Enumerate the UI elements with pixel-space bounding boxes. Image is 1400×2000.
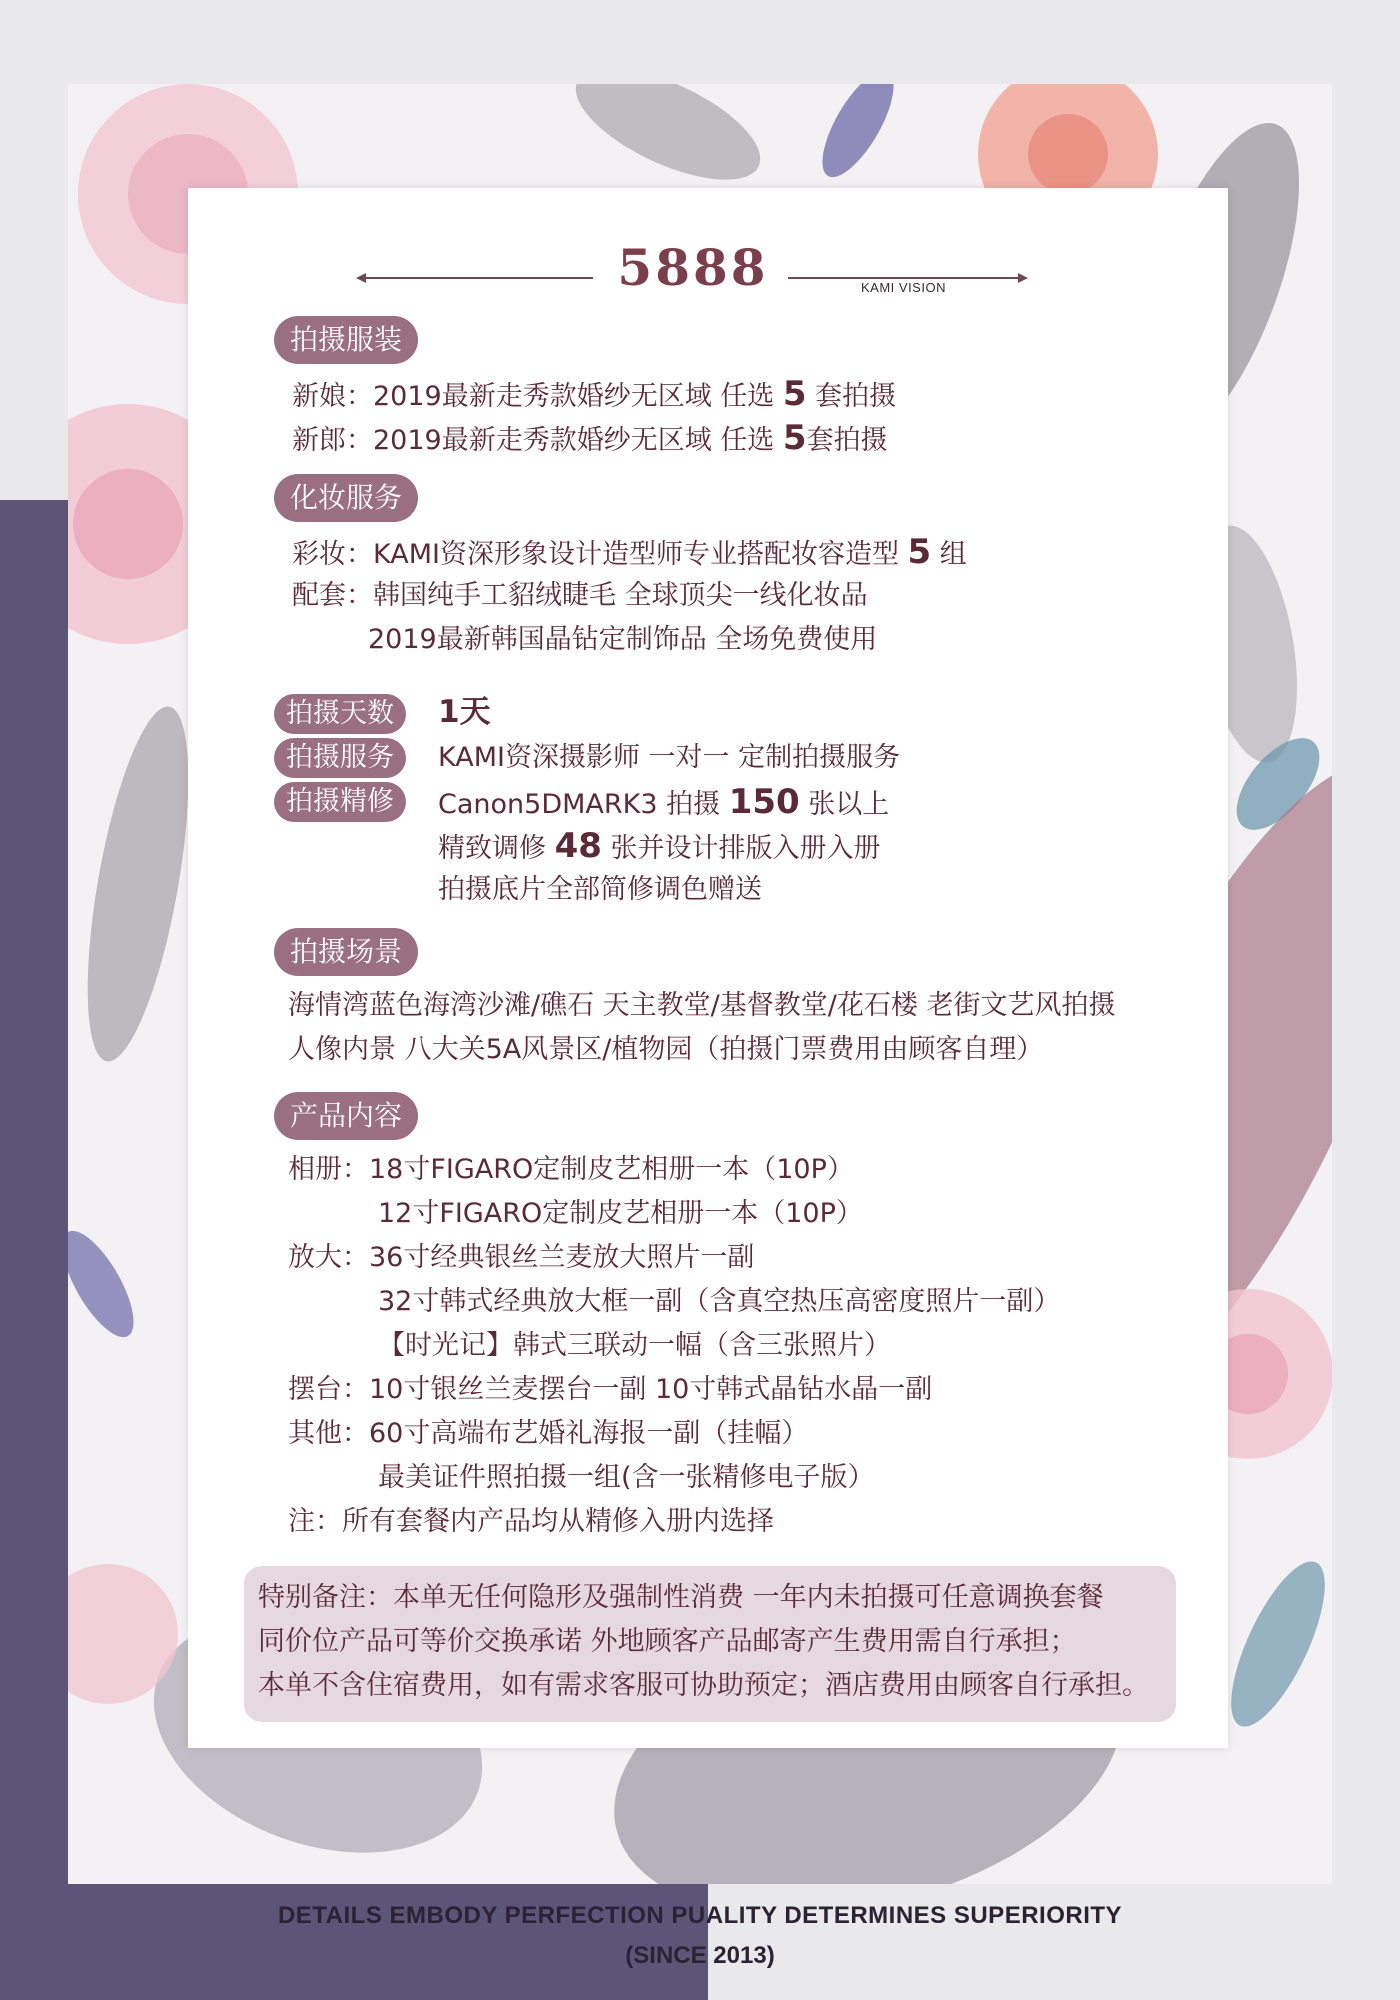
retouch-line-2-tail: 张并设计排版入册入册 bbox=[601, 833, 881, 864]
retouch-line-1-tail: 张以上 bbox=[799, 789, 890, 820]
products-line-4: 32寸韩式经典放大框一副（含真空热压高密度照片一副） bbox=[378, 1286, 1061, 1317]
footer-since: (SINCE 2013) bbox=[625, 1942, 775, 1969]
section-tag-days: 拍摄天数 bbox=[274, 694, 406, 734]
products-line-9: 注：所有套餐内产品均从精修入册内选择 bbox=[288, 1506, 774, 1537]
costume-groom-count: 5 bbox=[782, 418, 807, 458]
arrow-right-icon bbox=[1018, 273, 1028, 283]
costume-bride-text: 新娘：2019最新走秀款婚纱无区域 任选 bbox=[292, 381, 783, 412]
makeup-line-3: 2019最新韩国晶钻定制饰品 全场免费使用 bbox=[368, 624, 878, 655]
card-header bbox=[188, 238, 1228, 308]
package-price: 5888 bbox=[617, 238, 769, 297]
retouch-line-2 bbox=[438, 826, 881, 869]
products-line-7: 其他：60寸高端布艺婚礼海报一副（挂幅） bbox=[288, 1418, 809, 1449]
costume-bride-count: 5 bbox=[782, 374, 807, 414]
products-line-3: 放大：36寸经典银丝兰麦放大照片一副 bbox=[288, 1242, 755, 1273]
retouch-line-3: 拍摄底片全部简修调色赠送 bbox=[438, 874, 762, 905]
divider-left bbox=[363, 277, 593, 279]
retouch-line-1-count: 150 bbox=[728, 782, 800, 822]
products-line-1: 相册：18寸FIGARO定制皮艺相册一本（10P） bbox=[288, 1154, 854, 1185]
section-tag-products: 产品内容 bbox=[274, 1092, 418, 1140]
costume-bride-line bbox=[292, 374, 896, 417]
brand-label: KAMI VISION bbox=[861, 280, 946, 295]
costume-groom-tail: 套拍摄 bbox=[806, 425, 888, 456]
retouch-line-1 bbox=[438, 782, 889, 825]
section-tag-makeup: 化妆服务 bbox=[274, 474, 418, 522]
makeup-line-1-count: 5 bbox=[907, 532, 932, 572]
service-value: KAMI资深摄影师 一对一 定制拍摄服务 bbox=[438, 742, 901, 773]
products-line-6: 摆台：10寸银丝兰麦摆台一副 10寸韩式晶钻水晶一副 bbox=[288, 1374, 933, 1405]
note-line-2: 同价位产品可等价交换承诺 外地顾客产品邮寄产生费用需自行承担； bbox=[258, 1626, 1077, 1657]
retouch-line-2-count: 48 bbox=[554, 826, 602, 866]
scenes-line-1: 海情湾蓝色海湾沙滩/礁石 天主教堂/基督教堂/花石楼 老街文艺风拍摄 bbox=[288, 990, 1116, 1021]
section-tag-retouch: 拍摄精修 bbox=[274, 782, 406, 822]
note-line-3: 本单不含住宿费用，如有需求客服可协助预定；酒店费用由顾客自行承担。 bbox=[258, 1670, 1149, 1701]
note-line-1: 特别备注：本单无任何隐形及强制性消费 一年内未拍摄可任意调换套餐 bbox=[258, 1582, 1104, 1613]
products-line-8: 最美证件照拍摄一组(含一张精修电子版） bbox=[378, 1462, 875, 1493]
costume-bride-tail: 套拍摄 bbox=[806, 381, 897, 412]
costume-groom-text: 新郎：2019最新走秀款婚纱无区域 任选 bbox=[292, 425, 783, 456]
products-line-5: 【时光记】韩式三联动一幅（含三张照片） bbox=[378, 1330, 891, 1361]
scenes-line-2: 人像内景 八大关5A风景区/植物园（拍摄门票费用由顾客自理） bbox=[288, 1034, 1044, 1065]
makeup-line-1-text: 彩妆：KAMI资深形象设计造型师专业搭配妆容造型 bbox=[292, 539, 908, 570]
makeup-line-1 bbox=[292, 532, 967, 575]
section-tag-costume: 拍摄服装 bbox=[274, 316, 418, 364]
costume-groom-line bbox=[292, 418, 888, 461]
section-tag-service: 拍摄服务 bbox=[274, 738, 406, 778]
days-value: 1天 bbox=[438, 694, 491, 730]
footer-slogan: DETAILS EMBODY PERFECTION PUALITY DETERMINES SUPERIORITY bbox=[277, 1902, 1123, 1929]
makeup-line-1-tail: 组 bbox=[931, 539, 967, 570]
section-tag-scenes: 拍摄场景 bbox=[274, 928, 418, 976]
products-line-2: 12寸FIGARO定制皮艺相册一本（10P） bbox=[378, 1198, 863, 1229]
makeup-line-2: 配套：韩国纯手工貂绒睫毛 全球顶尖一线化妆品 bbox=[292, 580, 868, 611]
special-note-box bbox=[244, 1566, 1176, 1722]
price-card bbox=[188, 188, 1228, 1748]
divider-right bbox=[788, 277, 1018, 279]
retouch-line-2-text: 精致调修 bbox=[438, 833, 555, 864]
retouch-line-1-text: Canon5DMARK3 拍摄 bbox=[438, 789, 729, 820]
